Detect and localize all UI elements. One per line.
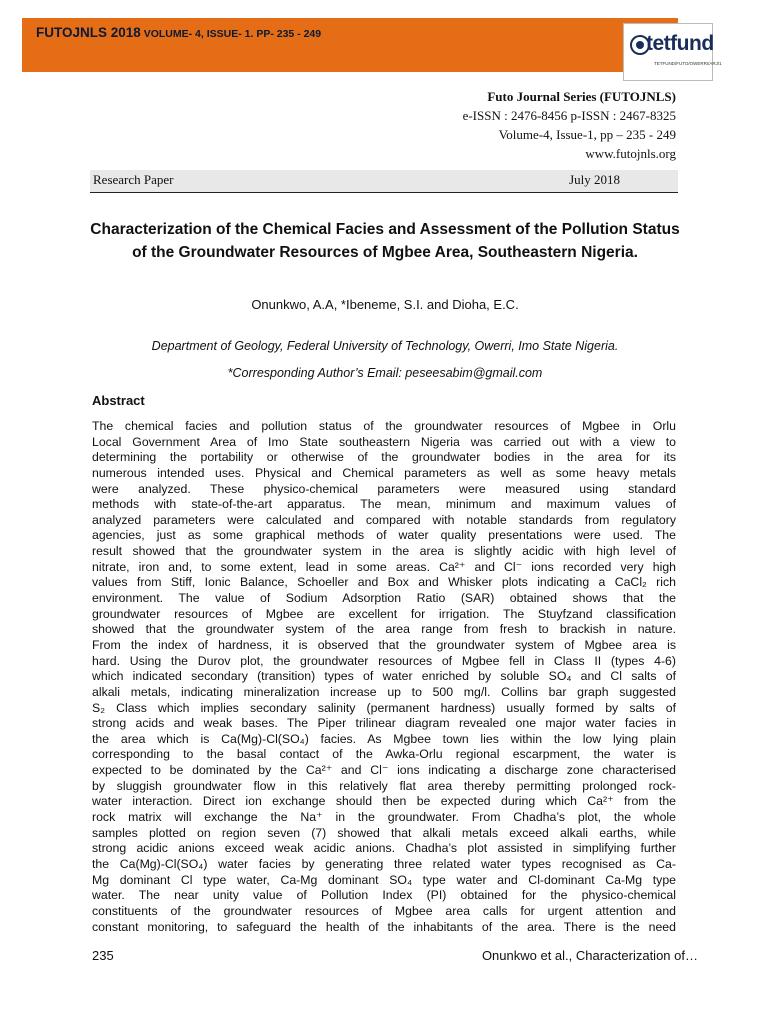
journal-name: Futo Journal Series (FUTOJNLS): [487, 89, 676, 104]
abstract-line: the area which is Ca(Mg)-Cl(SO₄) facies. As Mgbee town lies within the low lying plain: [92, 731, 676, 746]
abstract-line: From the index of hardness, it is observed that the groundwater system of Mgbee area is: [92, 637, 676, 652]
abstract-line: water. The near unity value of Pollution Index (PI) obtained for the physico-chemical: [92, 888, 676, 903]
abstract-line: strong acidic anions exceed weak acidic anions. Chadha’s plot assisted in simplifying further: [92, 841, 676, 856]
banner-volume-issue: VOLUME- 4, ISSUE- 1. PP- 235 - 249: [140, 28, 322, 40]
abstract-line: water interaction. Direct ion exchange should then be expected during which Ca²⁺ from the: [92, 794, 676, 809]
abstract-line: Local Government Area of Imo State southeastern Nigeria was carried out with a view to: [92, 434, 676, 449]
abstract-line: were analyzed. These physico-chemical parameters were measured using standard: [92, 481, 676, 496]
journal-volume: Volume-4, Issue-1, pp – 235 - 249: [498, 127, 676, 142]
abstract-line: Mg dominant Cl type water, Ca-Mg dominant SO₄ type water and Cl-dominant Ca-Mg type: [92, 872, 676, 887]
paper-title: Characterization of the Chemical Facies and Assessment of the Pollution Status of the Groundwater Resources of Mgbee Area, Southeastern Nigeria.: [90, 221, 680, 261]
abstract-line: The chemical facies and pollution status of the groundwater resources of Mgbee in Orlu: [92, 419, 676, 433]
abstract-line: expected to be dominated by the Ca²⁺ and Cl⁻ ions indicating a discharge zone characterised: [92, 763, 676, 778]
abstract-body: [92, 419, 676, 935]
abstract-line: determining the portability or otherwise of the groundwater bodies in the area for its: [92, 450, 676, 465]
abstract-line: the Ca(Mg)-Cl(SO₄) water facies by generating three related water types recognised as Ca-: [92, 856, 676, 871]
abstract-line: S₂ Class which implies secondary salinity (permanent hardness) usually formed by salts of: [92, 700, 676, 715]
abstract-heading: Abstract: [92, 393, 145, 408]
affiliation: Department of Geology, Federal University of Technology, Owerri, Imo State Nigeria.: [151, 339, 619, 353]
paper-type-bar: [90, 170, 678, 193]
abstract-line: showed that the groundwater system of the area range from fresh to brackish in nature.: [92, 622, 676, 637]
abstract-line: corresponding to the basal contact of the Awka-Orlu regional escarpment, the water is: [92, 747, 676, 762]
abstract-line: agencies, just as some graphical methods of water quality presentations were used. The: [92, 528, 676, 543]
author-list: Onunkwo, A.A, *Ibeneme, S.I. and Dioha, E.C.: [251, 297, 519, 312]
abstract-line: constant monitoring, to safeguard the health of the inhabitants of the area. There is the need: [92, 919, 676, 934]
journal-url: www.futojnls.org: [585, 146, 676, 161]
abstract-line: which indicated secondary (transition) types of water enriched by soluble SO₄ and Cl salts of: [92, 669, 676, 684]
banner-title: [36, 25, 321, 40]
abstract-line: result showed that the groundwater system in the area is slightly acidic with high level of: [92, 544, 676, 559]
page-number: 235: [92, 948, 114, 963]
abstract-line: values from Stiff, Ionic Balance, Schoeller and Box and Whisker plots indicating a CaCl₂ rich: [92, 575, 676, 590]
abstract-line: hard. Using the Durov plot, the groundwater resources of Mgbee fell in Class II (types 4-6): [92, 653, 676, 668]
tetfund-logo: [623, 23, 722, 81]
corresponding-email: *Corresponding Author’s Email: peseesabim@gmail.com: [227, 366, 543, 380]
logo-wordmark: tetfund: [646, 32, 714, 55]
abstract-line: rock matrix will exchange the Na⁺ in the groundwater. From Chadha’s plot, the whole: [92, 810, 676, 825]
logo-subtext: TETFUND/FUTO/OWERRI/ARJ/1: [654, 61, 722, 66]
abstract-line: strong acids and weak bases. The Piper trilinear diagram revealed one major water facies in: [92, 716, 676, 731]
paper-type: Research Paper: [93, 172, 174, 187]
abstract-line: by sluggish groundwater flow in this relatively flat area thereby permitting prolonged rock-: [92, 778, 676, 793]
abstract-line: methods with state-of-the-art apparatus. The mean, minimum and maximum values of: [92, 497, 676, 512]
journal-banner: [22, 18, 722, 72]
abstract-line: numerous intended uses. Physical and Chemical parameters as well as some heavy metals: [92, 465, 676, 480]
journal-info: [463, 87, 676, 163]
publication-date: July 2018: [569, 172, 620, 187]
abstract-line: alkali metals, indicating mineralization increase up to 500 mg/l. Collins bar graph suggested: [92, 684, 676, 699]
abstract-line: environment. The value of Sodium Adsorption Ratio (SAR) obtained shows that the: [92, 591, 676, 606]
abstract-line: groundwater resources of Mgbee are excellent for irrigation. The Stuyfzand classification: [92, 606, 676, 621]
abstract-line: analyzed parameters were calculated and compared with notable standards from regulatory: [92, 512, 676, 527]
banner-journal-code: FUTOJNLS 2018: [36, 25, 141, 40]
abstract-line: samples plotted on region seven (7) showed that alkali metals exceed alkali earths, while: [92, 825, 676, 840]
abstract-line: constituents of the groundwater resources of Mgbee area calls for urgent attention and: [92, 903, 676, 918]
journal-issn: e-ISSN : 2476-8456 p-ISSN : 2467-8325: [462, 108, 676, 123]
running-head: Onunkwo et al., Characterization of…: [481, 948, 698, 963]
abstract-line: nitrate, iron and, to some extent, lead in some areas. Ca²⁺ and Cl⁻ ions recorded very high: [92, 559, 676, 574]
